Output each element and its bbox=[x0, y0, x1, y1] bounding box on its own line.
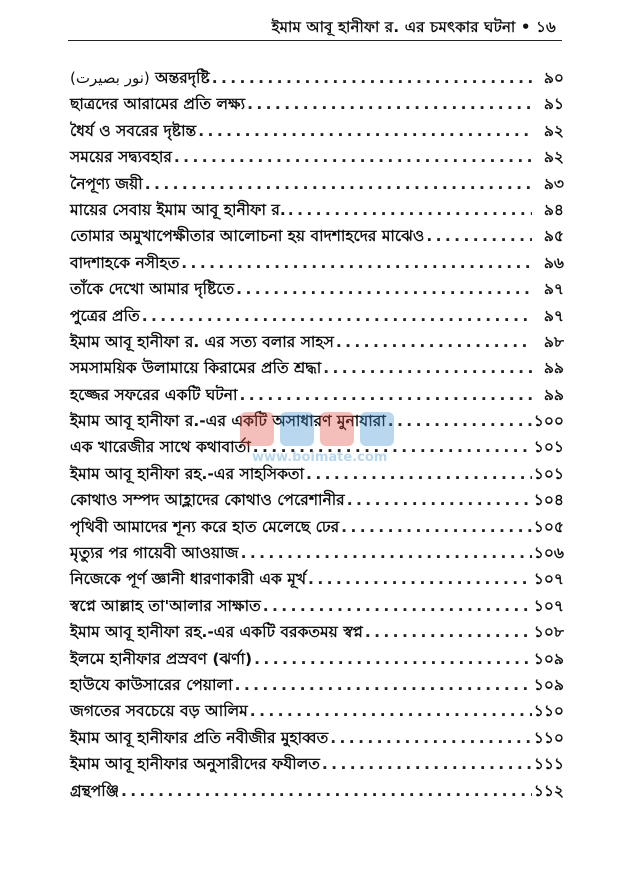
running-header bbox=[68, 14, 562, 41]
toc-entry-page: ১০৮ bbox=[533, 623, 564, 642]
toc-entry bbox=[70, 251, 564, 277]
toc-entry-text: কোথাও সম্পদ আহ্লাদের কোথাও পেরেশানীর bbox=[70, 491, 345, 510]
toc-entry-text: গ্রন্থপঞ্জি bbox=[70, 781, 119, 800]
toc-entry bbox=[70, 224, 564, 250]
toc-entry-title bbox=[70, 752, 322, 778]
toc-entry bbox=[70, 699, 564, 725]
toc-entry-text: ইলমে হানীফার প্রস্রবণ (ঝর্ণা) bbox=[70, 649, 253, 668]
toc-entry-title bbox=[70, 383, 239, 409]
toc-entry-text: ধৈর্য ও সবরের দৃষ্টান্ত bbox=[70, 121, 197, 140]
dot-leader bbox=[388, 412, 532, 430]
dot-leader bbox=[322, 755, 532, 773]
toc-entry-title bbox=[70, 224, 426, 250]
dot-leader bbox=[253, 438, 532, 456]
dot-leader bbox=[263, 597, 532, 615]
dot-leader bbox=[121, 782, 532, 800]
dot-leader bbox=[347, 491, 532, 509]
dot-leader bbox=[174, 148, 532, 166]
toc-entry-text: পৃথিবী আমাদের শূন্য করে হাত মেলেছে ঢের bbox=[70, 517, 340, 536]
toc-entry bbox=[70, 779, 564, 805]
toc-entry-text: ইমাম আবূ হানীফা র.-এর একটি অসাধারণ মুনাযারা bbox=[70, 412, 386, 431]
toc-entry-title bbox=[70, 488, 347, 514]
toc-entry bbox=[70, 752, 564, 778]
toc-entry bbox=[70, 515, 564, 541]
toc-entry-title bbox=[70, 462, 306, 488]
toc-entry-page: ১০৫ bbox=[533, 517, 564, 536]
toc-entry bbox=[70, 567, 564, 593]
toc-entry bbox=[70, 488, 564, 514]
dot-leader bbox=[341, 518, 532, 536]
toc-entry-title bbox=[70, 435, 253, 461]
dot-leader bbox=[142, 307, 532, 325]
dot-leader bbox=[235, 676, 532, 694]
toc-entry-text: সময়ের সদ্ব্যবহার bbox=[70, 148, 172, 167]
dot-leader bbox=[250, 702, 532, 720]
toc-entry-page: ৯০ bbox=[543, 69, 564, 87]
dot-leader bbox=[145, 175, 532, 193]
toc-entry-title bbox=[70, 277, 236, 303]
toc-entry-title bbox=[70, 567, 308, 593]
toc-entry-page: ১০৯ bbox=[533, 675, 564, 694]
toc-entry bbox=[70, 435, 564, 461]
toc-entry-title bbox=[70, 515, 341, 541]
dot-leader bbox=[288, 201, 532, 219]
toc-entry-page: ৯২ bbox=[543, 121, 564, 140]
toc-entry-page: ১০১ bbox=[533, 438, 564, 457]
toc-entry bbox=[70, 119, 564, 145]
dot-leader bbox=[254, 650, 532, 668]
dot-leader bbox=[365, 623, 532, 641]
dot-leader bbox=[236, 280, 532, 298]
watermark-url: www.boimate.com bbox=[252, 450, 388, 465]
toc-entry-title bbox=[70, 541, 241, 567]
toc-entry-text: নৈপূণ্য জয়ী bbox=[70, 174, 143, 193]
toc-entry-text: পুত্রের প্রতি bbox=[70, 306, 140, 325]
toc-entry bbox=[70, 330, 564, 356]
toc-entry-title bbox=[70, 330, 336, 356]
toc-entry-text: ইমাম আবূ হানীফা র. এর সত্য বলার সাহস bbox=[70, 332, 334, 351]
dot-leader bbox=[181, 254, 532, 272]
toc-entry-text: ছাত্রদের আরামের প্রতি লক্ষ্য bbox=[70, 95, 246, 114]
toc-entry-text: এক খারেজীর সাথে কথাবার্তা bbox=[70, 438, 251, 457]
toc-entry-text: ইমাম আবূ হানীফা রহ.-এর একটি বরকতময় স্বপ্ন bbox=[70, 623, 363, 642]
toc-entry-text: নিজেকে পূর্ণ জ্ঞানী ধারণাকারী এক মূর্খ bbox=[70, 570, 307, 589]
toc-entry-text: স্বপ্নে আল্লাহ তা'আলার সাক্ষাত bbox=[70, 596, 261, 615]
dot-leader bbox=[239, 386, 532, 404]
dot-leader bbox=[212, 69, 532, 87]
toc-entry bbox=[70, 541, 564, 567]
toc-entry-page: ১০৭ bbox=[533, 570, 564, 589]
toc-entry-page: ৯৬ bbox=[543, 253, 564, 272]
dot-leader bbox=[330, 729, 532, 747]
toc-entry bbox=[70, 92, 564, 118]
toc-entry-page: ১০৬ bbox=[533, 544, 564, 563]
toc-entry bbox=[70, 66, 564, 92]
toc-entry bbox=[70, 462, 564, 488]
toc-entry-title bbox=[70, 119, 198, 145]
toc-entry bbox=[70, 647, 564, 673]
toc-entry-page: ১০০ bbox=[533, 412, 564, 431]
toc-entry-title bbox=[70, 647, 254, 673]
toc-entry-page: ১১১ bbox=[533, 755, 564, 774]
toc-entry-text: অন্তরদৃষ্টি bbox=[155, 69, 210, 87]
toc-entry-title bbox=[70, 92, 247, 118]
dot-leader bbox=[426, 227, 532, 245]
toc-entry-page: ১০৪ bbox=[533, 491, 564, 510]
toc-entry bbox=[70, 409, 564, 435]
toc-entry-title bbox=[70, 726, 330, 752]
dot-leader bbox=[198, 122, 532, 140]
toc-entry bbox=[70, 673, 564, 699]
toc-entry-title bbox=[70, 145, 174, 171]
toc-entry-arabic: (نور بصيرت) bbox=[70, 69, 150, 87]
toc-entry bbox=[70, 383, 564, 409]
toc-entry-title bbox=[70, 356, 323, 382]
dot-leader bbox=[336, 333, 532, 351]
toc-entry-page: ৯৯ bbox=[543, 359, 564, 378]
toc-entry-page: ১০৯ bbox=[533, 649, 564, 668]
toc-entry-page: ৯৯ bbox=[543, 385, 564, 404]
toc-entry-text: হজ্জের সফরের একটি ঘটনা bbox=[70, 385, 238, 404]
toc-entry-page: ৯৭ bbox=[543, 306, 564, 325]
toc-entry-page: ৯২ bbox=[543, 148, 564, 167]
toc-entry-page: ৯৮ bbox=[543, 332, 564, 351]
toc-entry-page: ১০১ bbox=[533, 464, 564, 483]
toc-entry bbox=[70, 304, 564, 330]
toc-entry-page: ১১২ bbox=[533, 781, 564, 800]
toc-entry-title bbox=[70, 304, 142, 330]
toc-entry-text: ইমাম আবূ হানীফা রহ.-এর সাহসিকতা bbox=[70, 464, 305, 483]
toc-entry-page: ৯১ bbox=[543, 95, 564, 114]
dot-leader bbox=[306, 465, 532, 483]
toc-entry-text: বাদশাহকে নসীহত bbox=[70, 253, 180, 272]
toc-entry-page: ১০৭ bbox=[533, 596, 564, 615]
toc-entry-text: মৃত্যুর পর গায়েবী আওয়াজ bbox=[70, 544, 239, 563]
toc-entry-title bbox=[70, 198, 288, 224]
toc-entry bbox=[70, 277, 564, 303]
toc-entry-page: ১১০ bbox=[533, 702, 564, 721]
dot-leader bbox=[241, 544, 532, 562]
toc-entry-title bbox=[70, 66, 212, 92]
toc-entry-text: জগতের সবচেয়ে বড় আলিম bbox=[70, 702, 248, 721]
toc-entry-title bbox=[70, 620, 365, 646]
toc-entry bbox=[70, 620, 564, 646]
toc-entry-text: তাঁকে দেখো আমার দৃষ্টিতে bbox=[70, 280, 235, 299]
toc-entry-page: ৯৪ bbox=[543, 200, 564, 219]
toc-entry bbox=[70, 594, 564, 620]
toc-entry-text: ইমাম আবূ হানীফার অনুসারীদের ফযীলত bbox=[70, 755, 320, 774]
toc-entry-text: তোমার অমুখাপেক্ষীতার আলোচনা হয় বাদশাহদের মাঝেও bbox=[70, 227, 425, 246]
toc-entry-text: ইমাম আবূ হানীফার প্রতি নবীজীর মুহাব্বত bbox=[70, 728, 329, 747]
toc-entry-text: সমসাময়িক উলামায়ে কিরামের প্রতি শ্রদ্ধা bbox=[70, 359, 322, 378]
toc-entry-text: মায়ের সেবায় ইমাম আবূ হানীফা র. bbox=[70, 200, 286, 219]
dot-leader bbox=[247, 95, 532, 113]
toc-entry-page: ৯৩ bbox=[543, 174, 564, 193]
toc-entry bbox=[70, 726, 564, 752]
table-of-contents bbox=[70, 66, 564, 805]
toc-entry bbox=[70, 198, 564, 224]
toc-entry bbox=[70, 145, 564, 171]
toc-entry-title bbox=[70, 673, 235, 699]
toc-entry-page: ৯৭ bbox=[543, 280, 564, 299]
toc-entry bbox=[70, 356, 564, 382]
toc-entry bbox=[70, 172, 564, 198]
toc-entry-title bbox=[70, 409, 388, 435]
toc-entry-title bbox=[70, 251, 181, 277]
running-title: ইমাম আবূ হানীফা র. এর চমৎকার ঘটনা • ১৬ bbox=[271, 18, 556, 36]
dot-leader bbox=[323, 359, 532, 377]
toc-entry-text: হাউযে কাউসারের পেয়ালা bbox=[70, 675, 233, 694]
toc-entry-title bbox=[70, 594, 263, 620]
dot-leader bbox=[308, 570, 532, 588]
toc-entry-title bbox=[70, 779, 121, 805]
toc-entry-title bbox=[70, 699, 250, 725]
toc-entry-page: ১১০ bbox=[533, 728, 564, 747]
toc-entry-page: ৯৫ bbox=[543, 227, 564, 246]
toc-entry-title bbox=[70, 172, 145, 198]
